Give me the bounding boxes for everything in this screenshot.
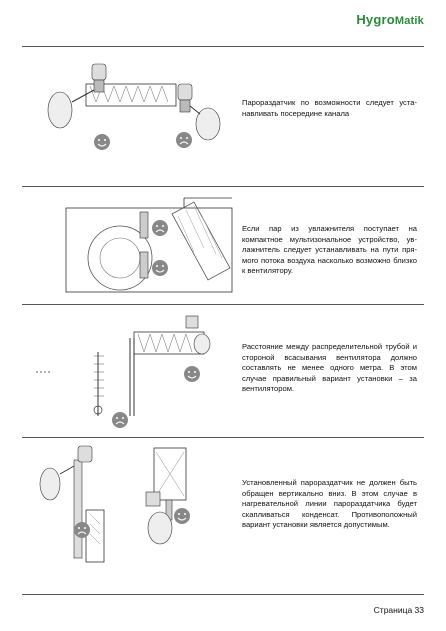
page-number: Страница 33 bbox=[373, 605, 424, 615]
brand-logo-part1: Hygro bbox=[356, 12, 395, 27]
section-4-text: Установленный парораздатчик не должен быть обращен вертикально вниз. В этом случае в нагревательной линии парораздатчика будет скапливаться конденсат. Противоположный вариант установки является допустимым. bbox=[242, 478, 417, 530]
section-divider bbox=[22, 437, 424, 438]
figure-multizone-unit bbox=[34, 192, 234, 302]
figure-vertical-mounting bbox=[34, 444, 234, 554]
section-2-text: Если пар из увлажнителя поступает на компактное мультизональное устройство, увлажнитель следует устанавливать на пути прямого потока воздуха насколько возможно близко к вентилятору. bbox=[242, 224, 417, 276]
figure-fan-distance bbox=[34, 312, 234, 422]
figure-vertical-mounting-drawing bbox=[34, 444, 234, 564]
figure-duct-center-drawing bbox=[34, 62, 234, 172]
figure-duct-center bbox=[34, 62, 234, 172]
footer-divider bbox=[22, 594, 424, 595]
section-3-text: Расстояние между распределительной трубой и стороной всасывания вентилятора должно составлять не менее одного метра. В этом случае правильный вариант установки – за вентилятором. bbox=[242, 342, 417, 394]
section-1-text: Парораздатчик по возможности следует устанавливать посередине канала bbox=[242, 98, 417, 118]
happy-face-icon bbox=[174, 508, 190, 524]
brand-logo-part2: Matik bbox=[394, 15, 424, 27]
figure-multizone-unit-drawing bbox=[34, 192, 234, 302]
section-divider bbox=[22, 304, 424, 305]
brand-logo bbox=[356, 12, 424, 27]
sad-face-icon bbox=[74, 522, 90, 538]
sad-face-icon bbox=[112, 412, 128, 428]
section-divider bbox=[22, 186, 424, 187]
figure-fan-distance-drawing bbox=[34, 312, 234, 432]
happy-face-icon bbox=[184, 366, 200, 382]
happy-face-icon bbox=[94, 134, 110, 150]
sad-face-icon bbox=[176, 132, 192, 148]
section-divider bbox=[22, 46, 424, 47]
happy-face-icon bbox=[152, 260, 168, 276]
sad-face-icon bbox=[152, 220, 168, 236]
